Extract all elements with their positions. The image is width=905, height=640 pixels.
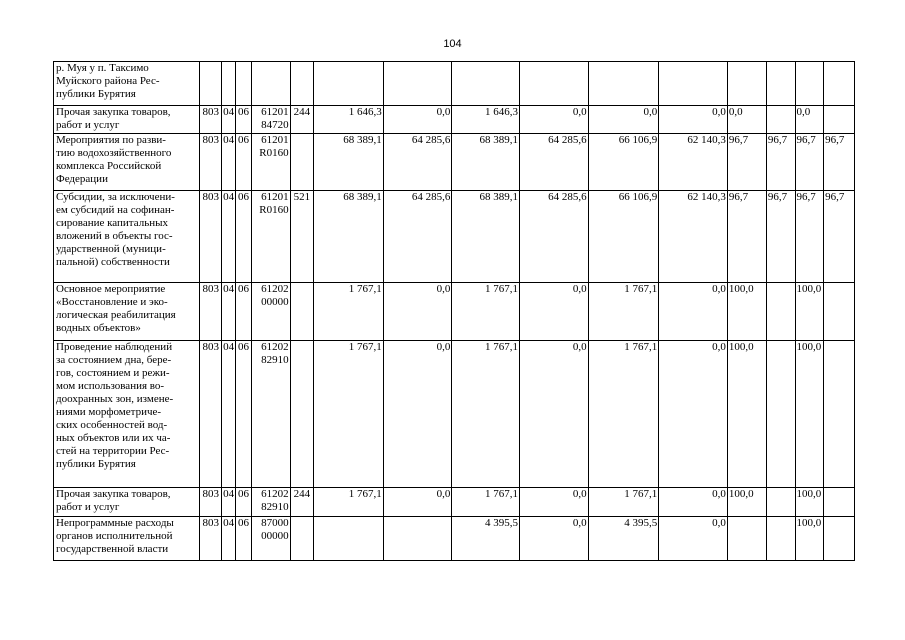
cell-grbs: 803 [200,191,222,283]
table-row [54,488,855,517]
table-row [54,62,855,106]
table-row [54,134,855,191]
cell-vr: 244 [290,106,314,134]
cell-name: Прочая закупка товаров, работ и услуг [54,106,200,134]
cell-grbs: 803 [200,106,222,134]
cell-v6: 0,0 [659,341,728,488]
cell-p1: 96,7 [727,134,766,191]
cell-v3: 68 389,1 [452,191,520,283]
cell-v4: 0,0 [519,517,588,561]
cell-vr: 244 [290,488,314,517]
cell-v5: 1 767,1 [588,341,659,488]
cell-p3: 100,0 [795,341,824,488]
cell-csr: 61201 R0160 [251,191,290,283]
cell-p4: 96,7 [824,134,855,191]
cell-v3: 4 395,5 [452,517,520,561]
cell-csr: 61202 82910 [251,341,290,488]
cell-p1: 96,7 [727,191,766,283]
cell-vr: 521 [290,191,314,283]
cell-p1: 100,0 [727,488,766,517]
cell-rz: 04 [221,283,235,341]
cell-v6: 62 140,3 [659,134,728,191]
cell-pr: 06 [236,191,251,283]
cell-name: Непрограммные расходы органов исполнительной государственной власти [54,517,200,561]
cell-p4 [824,488,855,517]
cell-v4: 0,0 [519,283,588,341]
cell-v2: 64 285,6 [383,191,452,283]
cell-p1: 100,0 [727,341,766,488]
cell-p4 [824,517,855,561]
table-row [54,283,855,341]
page-number: 104 [443,38,462,50]
cell-csr: 87000 00000 [251,517,290,561]
cell-v2: 0,0 [383,283,452,341]
cell-p2 [766,488,795,517]
cell-v2: 0,0 [383,488,452,517]
cell-v1: 68 389,1 [314,134,384,191]
cell-p4: 96,7 [824,191,855,283]
cell-vr [290,134,314,191]
cell-csr: 61202 82910 [251,488,290,517]
cell-csr [251,62,290,106]
cell-p2 [766,341,795,488]
cell-vr [290,517,314,561]
cell-p4 [824,106,855,134]
cell-p3: 96,7 [795,191,824,283]
cell-v5: 0,0 [588,106,659,134]
cell-v4: 64 285,6 [519,134,588,191]
cell-grbs: 803 [200,283,222,341]
cell-p2 [766,106,795,134]
cell-rz: 04 [221,341,235,488]
cell-v4: 64 285,6 [519,191,588,283]
cell-v1 [314,517,384,561]
cell-v3 [452,62,520,106]
cell-pr: 06 [236,106,251,134]
cell-pr [236,62,251,106]
cell-csr: 61202 00000 [251,283,290,341]
cell-pr: 06 [236,517,251,561]
cell-p2 [766,283,795,341]
cell-v6: 0,0 [659,283,728,341]
cell-v4: 0,0 [519,106,588,134]
cell-v5 [588,62,659,106]
cell-pr: 06 [236,134,251,191]
cell-rz: 04 [221,134,235,191]
cell-v2: 0,0 [383,341,452,488]
cell-p1 [727,517,766,561]
cell-vr [290,62,314,106]
cell-vr [290,341,314,488]
cell-grbs: 803 [200,488,222,517]
cell-name: Прочая закупка товаров, работ и услуг [54,488,200,517]
cell-v5: 4 395,5 [588,517,659,561]
cell-pr: 06 [236,488,251,517]
cell-v1: 1 767,1 [314,341,384,488]
cell-v5: 66 106,9 [588,191,659,283]
cell-grbs: 803 [200,134,222,191]
cell-v4: 0,0 [519,341,588,488]
cell-v3: 1 767,1 [452,488,520,517]
cell-p4 [824,283,855,341]
cell-v2: 0,0 [383,106,452,134]
cell-rz: 04 [221,517,235,561]
cell-rz [221,62,235,106]
cell-v5: 1 767,1 [588,488,659,517]
cell-v6: 62 140,3 [659,191,728,283]
cell-grbs [200,62,222,106]
cell-v6: 0,0 [659,517,728,561]
cell-p1: 100,0 [727,283,766,341]
cell-p2: 96,7 [766,134,795,191]
cell-v3: 1 767,1 [452,283,520,341]
cell-p3: 96,7 [795,134,824,191]
cell-v1: 1 767,1 [314,488,384,517]
budget-table [53,61,855,561]
cell-v1: 68 389,1 [314,191,384,283]
cell-rz: 04 [221,191,235,283]
cell-p3: 0,0 [795,106,824,134]
cell-p3: 100,0 [795,283,824,341]
cell-pr: 06 [236,341,251,488]
cell-p1: 0,0 [727,106,766,134]
cell-p2 [766,62,795,106]
cell-p4 [824,341,855,488]
cell-pr: 06 [236,283,251,341]
cell-v6: 0,0 [659,488,728,517]
table-row [54,191,855,283]
cell-v1: 1 767,1 [314,283,384,341]
cell-v6: 0,0 [659,106,728,134]
cell-name: р. Муя у п. Таксимо Муйского района Рес- публики Бурятия [54,62,200,106]
cell-csr: 61201 R0160 [251,134,290,191]
cell-v1: 1 646,3 [314,106,384,134]
cell-v1 [314,62,384,106]
cell-p4 [824,62,855,106]
cell-v2 [383,517,452,561]
cell-p1 [727,62,766,106]
cell-v6 [659,62,728,106]
table-row [54,517,855,561]
cell-v5: 66 106,9 [588,134,659,191]
cell-name: Мероприятия по разви- тию водохозяйственного комплекса Российской Федерации [54,134,200,191]
cell-p3 [795,62,824,106]
cell-name: Субсидии, за исключени- ем субсидий на софинан- сирование капитальных вложений в объекты гос- ударственной (муници- пальной) собственности [54,191,200,283]
cell-grbs: 803 [200,517,222,561]
cell-p3: 100,0 [795,488,824,517]
cell-v3: 1 767,1 [452,341,520,488]
cell-v3: 1 646,3 [452,106,520,134]
table-row [54,106,855,134]
table-body [54,62,855,561]
cell-v2 [383,62,452,106]
cell-name: Основное мероприятие «Восстановление и эко- логическая реабилитация водных объектов» [54,283,200,341]
cell-v4: 0,0 [519,488,588,517]
cell-v4 [519,62,588,106]
cell-v5: 1 767,1 [588,283,659,341]
cell-p2 [766,517,795,561]
cell-p3: 100,0 [795,517,824,561]
cell-grbs: 803 [200,341,222,488]
cell-rz: 04 [221,488,235,517]
cell-vr [290,283,314,341]
cell-v3: 68 389,1 [452,134,520,191]
table-row [54,341,855,488]
cell-p2: 96,7 [766,191,795,283]
cell-name: Проведение наблюдений за состоянием дна, бере- гов, состоянием и режи- мом использования во- доохранных зон, измене- ниями морфометриче- ских особенностей вод- ных объектов или их ча- стей на территории Рес- публики Бурятия [54,341,200,488]
cell-csr: 61201 84720 [251,106,290,134]
cell-v2: 64 285,6 [383,134,452,191]
cell-rz: 04 [221,106,235,134]
